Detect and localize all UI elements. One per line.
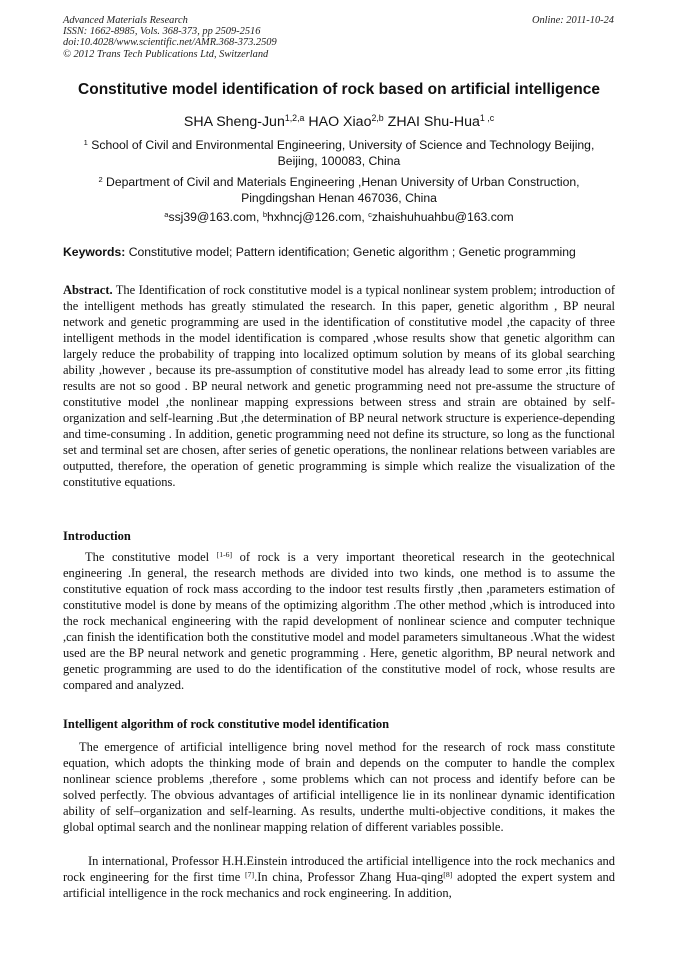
journal-metadata [63,15,277,60]
issn-line: ISSN: 1662-8985, Vols. 368-373, pp 2509-2516 [63,26,261,38]
author-affiliation-mark: 2,b [371,113,384,124]
affiliation-line: Department of Civil and Materials Engineering ,Henan University of Urban Construction, [106,175,580,189]
journal-name: Advanced Materials Research [63,15,188,26]
abstract-label: Abstract. [63,283,113,297]
keywords-label: Keywords: [63,245,126,259]
online-date: Online: 2011-10-24 [531,15,614,26]
affiliation [60,174,618,206]
intelligent-paragraph-1: The emergence of artificial intelligence bring novel method for the research of rock mass constitute equation, which adopts the thinking mode of brain and depends on the computer to handle the complex nonlinear science problems ,therefore , some problems which can not process and identify before can be solved perfectly. The obvious advantages of artificial intelligence lie in its nonlinear dynamic identification ability of self–organization and self-learning. As results, underthe multi-objective conditions, it makes the global optimal search and the nonlinear mapping relation of different variables possible. [63,740,615,834]
affiliation-number: 1 [83,137,88,147]
paragraph-text: adopted the expert system and artificial intelligence in the rock mechanics and rock engineering. In addition, [63,870,616,900]
email-list [30,209,648,225]
email-mark: c [368,209,372,219]
section-heading-introduction: Introduction [63,529,131,543]
citation: [8] [443,869,453,879]
intelligent-paragraph-2 [63,853,615,901]
keywords-text: Constitutive model; Pattern identification; Genetic algorithm ; Genetic programming [125,245,576,259]
author-name: HAO Xiao [308,114,372,130]
paragraph-text: .In china, Professor Zhang Hua-qing [254,870,444,884]
paper-title: Constitutive model identification of rock based on artificial intelligence [78,81,600,98]
paragraph-text: The constitutive model [85,550,217,564]
email-mark: b [262,209,268,219]
email-mark: a [164,209,169,219]
paragraph-text: In international, Professor H.H.Einstein introduced the artificial intelligence into the rock mechanics and rock engineering for the first time [63,854,615,884]
introduction-paragraph [63,549,615,693]
affiliation-number: 2 [98,174,103,184]
section-heading-intelligent-algorithm: Intelligent algorithm of rock constitutive model identification [63,717,390,731]
citation: [1-6] [216,549,233,559]
paragraph-text: of rock is a very important theoretical research in the geotechnical engineering .In general, the research methods are divided into two kinds, one method is to assume the constitutive equation of rock mass according to the indoor test results firstly ,then ,parameters estimation of constitutive model is done by means of the optimizing algorithm .The other method ,which is introduced into the rock mechanical engineering with the rapid development of nonlinear science and computer technique ,can finish the identification both the constitutive model and model parameters simultaneous .What the widest used are the BP neural network and genetic programming . Here, genetic algorithm, BP neural network and genetic programming are used to do the identification of the constitutive model of rock, whose results are compared and analyzed. [63,550,615,692]
citation: [7] [245,869,255,879]
abstract [63,282,615,490]
email-address[interactable]: zhaishuhuahbu@163.com [371,210,514,224]
affiliation-line: Beijing, 100083, China [277,154,401,168]
doi-line: doi:10.4028/www.scientific.net/AMR.368-373.2509 [63,37,277,49]
affiliation-line: School of Civil and Environmental Engineering, University of Science and Technology Beijing, [91,138,595,152]
author-name: SHA Sheng-Jun [183,114,285,130]
author-list [30,112,648,132]
email-address[interactable]: hxhncj@126.com, [267,210,369,224]
affiliation-line: Pingdingshan Henan 467036, China [241,191,437,205]
author-name: ZHAI Shu-Hua [387,114,480,130]
author-affiliation-mark: 1,2,a [284,113,305,124]
copyright-line: © 2012 Trans Tech Publications Ltd, Switzerland [63,48,269,60]
keywords [63,244,623,261]
author-affiliation-mark: 1 ,c [479,113,495,124]
abstract-text: The Identification of rock constitutive model is a typical nonlinear system problem; introduction of the intelligent methods has greatly stimulated the research. In this paper, genetic algorithm , BP neural network and genetic programming are used in the identification of constitutive model ,the capacity of three intelligent methods in the model identification is compared ,whose results show that genetic algorithm can largely reduce the probability of trapping into localized optimum solution by means of its global searching ability ,however , because its pre-assumption of constitutive model has already lead to some error ,its fitting results are not so good . BP neural network and genetic programming need not pre-assume the structure of constitutive model ,the nonlinear mapping expressions between stress and strain are obtained by self-organization and self-learning .But ,the determination of BP neural network structure is experience-depending and time-consuming . In addition, genetic programming need not define its structure, so long as the functional set and terminal set are chosen, after series of genetic operations, the nonlinear relations between variables are outputted, therefore, the operation of genetic programming is simple which realize the visualization of the constitutive equations. [63,283,615,489]
email-address[interactable]: ssj39@163.com, [168,210,263,224]
affiliation [60,137,618,169]
